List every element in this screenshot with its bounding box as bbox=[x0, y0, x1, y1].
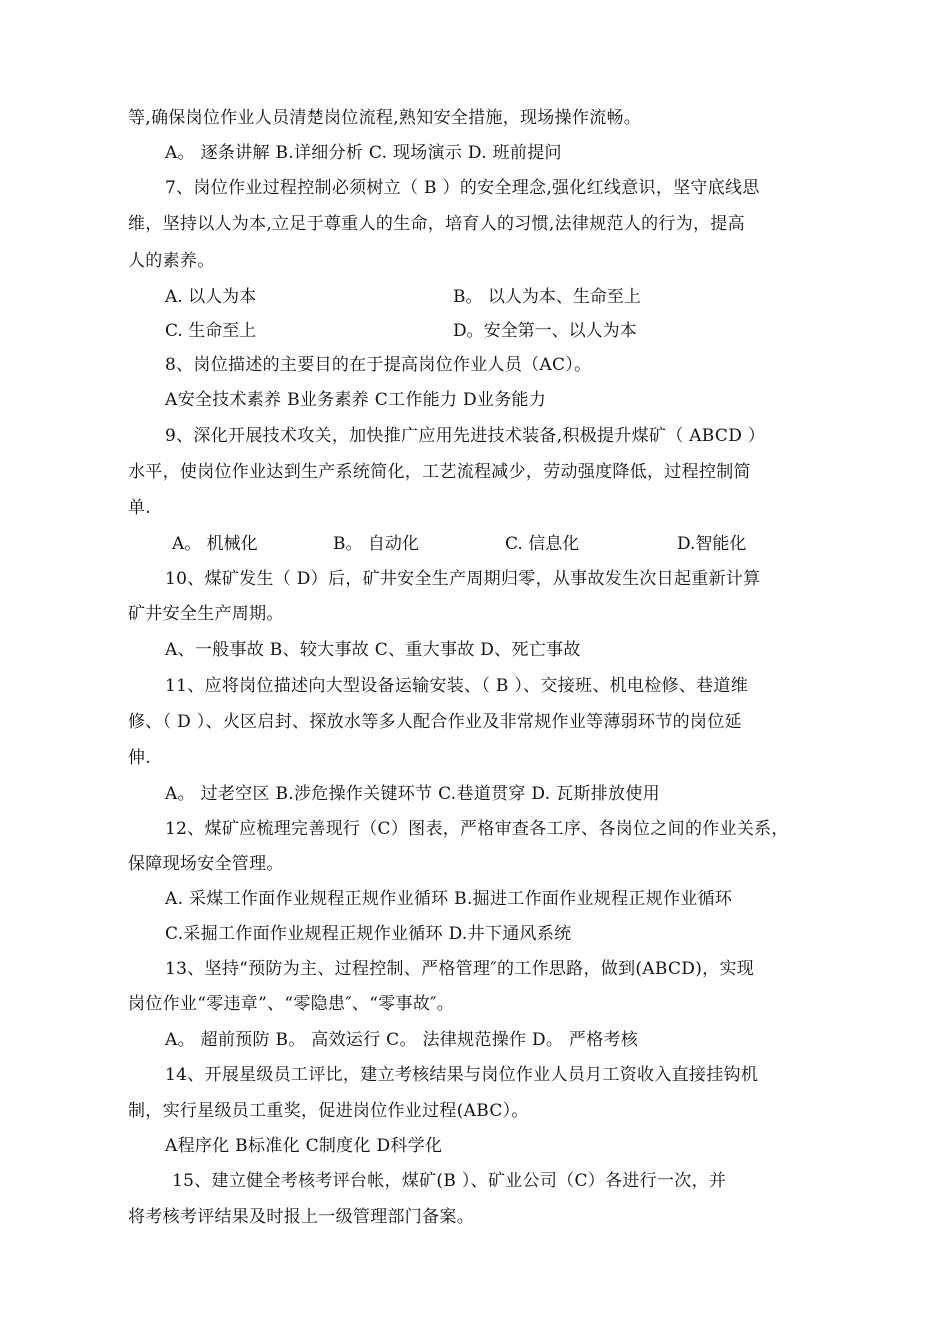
text-line: 等,确保岗位作业人员清楚岗位流程,熟知安全措施，现场操作流畅。 bbox=[128, 108, 642, 128]
text-line: 水平，使岗位作业达到生产系统简化，工艺流程减少，劳动强度降低，过程控制简 bbox=[128, 462, 751, 482]
q6-options: A。 逐条讲解 B.详细分析 C. 现场演示 D. 班前提问 bbox=[165, 143, 562, 163]
q8-stem: 8、岗位描述的主要目的在于提高岗位作业人员（AC）。 bbox=[165, 355, 592, 375]
text-line: 维，坚持以人为本,立足于尊重人的生命，培育人的习惯,法律规范人的行为，提高 bbox=[128, 214, 745, 234]
q7-option-b: B。 以人为本、生命至上 bbox=[453, 287, 641, 307]
text-line: 保障现场安全管理。 bbox=[128, 854, 284, 874]
text-line: 矿井安全生产周期。 bbox=[128, 604, 284, 624]
text-line: 制，实行星级员工重奖，促进岗位作业过程(ABC）。 bbox=[128, 1101, 529, 1121]
q15-stem: 15、建立健全考核考评台帐，煤矿(B ）、矿业公司（C）各进行一次，并 bbox=[172, 1171, 727, 1191]
q12-options-ab: A. 采煤工作面作业规程正规作业循环 B.掘进工作面作业规程正规作业循环 bbox=[165, 889, 733, 909]
q9-option-d: D.智能化 bbox=[677, 534, 747, 554]
q10-options: A、一般事故 B、较大事故 C、重大事故 D、死亡事故 bbox=[165, 640, 581, 660]
q11-options: A。 过老空区 B.涉危操作关键环节 C.巷道贯穿 D. 瓦斯排放使用 bbox=[165, 784, 660, 804]
q7-option-c: C. 生命至上 bbox=[165, 321, 257, 341]
q10-stem: 10、煤矿发生（ D）后，矿井安全生产周期归零，从事故发生次日起重新计算 bbox=[165, 569, 761, 589]
q14-stem: 14、开展星级员工评比，建立考核结果与岗位作业人员月工资收入直接挂钩机 bbox=[165, 1065, 759, 1085]
q7-stem: 7、岗位作业过程控制必须树立（ B ）的安全理念,强化红线意识，坚守底线思 bbox=[165, 178, 760, 198]
q14-options: A程序化 B标准化 C制度化 D科学化 bbox=[165, 1136, 443, 1156]
text-line: 单. bbox=[128, 498, 152, 518]
q13-stem: 13、坚持“预防为主、过程控制、严格管理″的工作思路，做到(ABCD)，实现 bbox=[165, 959, 755, 979]
q9-option-a: A。 机械化 bbox=[172, 534, 258, 554]
q12-options-cd: C.采掘工作面作业规程正规作业循环 D.井下通风系统 bbox=[165, 924, 572, 944]
q12-stem: 12、煤矿应梳理完善现行（C）图表，严格审查各工序、各岗位之间的作业关系， bbox=[165, 819, 789, 839]
q11-stem: 11、应将岗位描述向大型设备运输安装、（ B ）、交接班、机电检修、巷道维 bbox=[165, 676, 749, 696]
text-line: 伸. bbox=[128, 748, 152, 768]
q9-stem: 9、深化开展技术攻关，加快推广应用先进技术装备,积极提升煤矿（ ABCD ） bbox=[165, 426, 766, 446]
text-line: 将考核考评结果及时报上一级管理部门备案。 bbox=[128, 1207, 474, 1227]
q8-options: A安全技术素养 B业务素养 C工作能力 D业务能力 bbox=[165, 390, 547, 410]
text-line: 人的素养。 bbox=[128, 251, 215, 271]
q7-option-a: A. 以人为本 bbox=[165, 287, 257, 307]
text-line: 修、（ D ）、火区启封、探放水等多人配合作业及非常规作业等薄弱环节的岗位延 bbox=[128, 712, 742, 732]
q9-option-c: C. 信息化 bbox=[505, 534, 580, 554]
q7-option-d: D。安全第一、以人为本 bbox=[453, 321, 637, 341]
q13-options: A。 超前预防 B。 高效运行 C。 法律规范操作 D。 严格考核 bbox=[165, 1030, 639, 1050]
text-line: 岗位作业“零违章”、“零隐患″、“零事故″。 bbox=[128, 994, 455, 1014]
q9-option-b: B。 自动化 bbox=[333, 534, 419, 554]
